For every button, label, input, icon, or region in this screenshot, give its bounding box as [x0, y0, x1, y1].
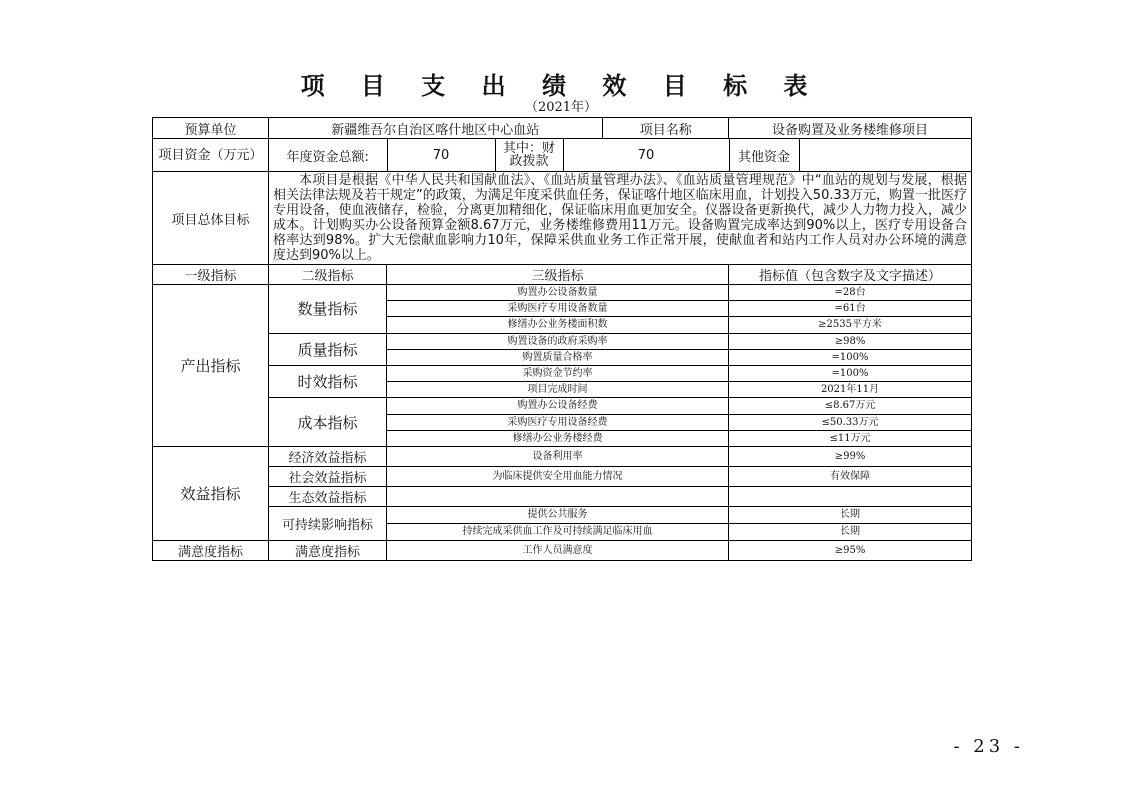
table-row — [153, 466, 972, 486]
indicator-name: 购置设备的政府采购率 — [387, 333, 729, 349]
satisfaction-indicator-label: 满意度指标 — [153, 540, 269, 560]
col-level3: 三级指标 — [387, 265, 729, 285]
time-indicator-label: 时效指标 — [269, 365, 387, 397]
quality-indicator-label: 质量指标 — [269, 333, 387, 365]
table-row — [153, 486, 972, 506]
economic-indicator-label: 经济效益指标 — [269, 446, 387, 466]
goal-text: 本项目是根据《中华人民共和国献血法》、《血站质量管理办法》、《血站质量管理规范》中“血站的规划与发展，根据相关法律法规及若干规定”的政策，为满足年度采供血任务，保证喀什地区临床用血，计划投入50.33万元，购置一批医疗专用设备，使血液储存，检验，分离更加精细化，保证临床用血更加安全。仪器设备更新换代，减少人力物力投入，减少成本。计划购买办公设备预算金额8.67万元，业务楼维修费用11万元。设备购置完成率达到90%以上，医疗专用设备合格率达到98%。扩大无偿献血影响力10年，保障采供血业务工作正常开展，使献血者和站内工作人员对办公环境的满意度达到90%以上。 — [269, 172, 972, 265]
indicator-value: ≥98% — [729, 333, 972, 349]
col-level1: 一级指标 — [153, 265, 269, 285]
year-subtitle: （2021年） — [524, 100, 598, 115]
satisfaction-sub-label: 满意度指标 — [269, 540, 387, 560]
output-indicator-label: 产出指标 — [153, 285, 269, 447]
page-title: 项 目 支 出 绩 效 目 标 表 — [300, 72, 822, 100]
table-row — [153, 285, 972, 301]
indicator-value: ≤50.33万元 — [729, 414, 972, 430]
budget-unit-value: 新疆维吾尔自治区喀什地区中心血站 — [269, 118, 602, 138]
indicator-name: 采购医疗专用设备数量 — [387, 301, 729, 317]
indicator-name: 项目完成时间 — [387, 382, 729, 398]
col-level2: 二级指标 — [269, 265, 387, 285]
project-name-value: 设备购置及业务楼维修项目 — [729, 118, 972, 139]
quantity-indicator-label: 数量指标 — [269, 285, 387, 334]
indicator-name: 修缮办公业务楼经费 — [387, 430, 729, 446]
fiscal-value: 70 — [563, 139, 729, 171]
indicator-name: 持续完成采供血工作及可持续满足临床用血 — [387, 523, 729, 540]
indicator-name: 购置办公设备数量 — [387, 285, 729, 301]
table-row — [153, 333, 972, 349]
page-number: - 23 - — [953, 736, 1024, 757]
indicator-value: =100% — [729, 365, 972, 381]
other-fund-label: 其他资金 — [729, 139, 799, 171]
annual-total-label: 年度资金总额: — [269, 139, 387, 171]
social-indicator-label: 社会效益指标 — [269, 466, 387, 486]
indicator-value: ≤11万元 — [729, 430, 972, 446]
indicator-value: =28台 — [729, 285, 972, 301]
indicator-value: ≤8.67万元 — [729, 398, 972, 414]
budget-unit-label: 预算单位 — [153, 118, 269, 139]
table-row — [153, 540, 972, 560]
col-value: 指标值（包含数字及文字描述） — [729, 265, 972, 285]
table-row — [153, 446, 972, 466]
table-row — [153, 172, 972, 265]
indicator-name: 采购医疗专用设备经费 — [387, 414, 729, 430]
other-fund-value — [799, 139, 972, 171]
indicator-name: 设备利用率 — [387, 446, 729, 466]
annual-total-value: 70 — [387, 139, 495, 171]
column-header-row — [153, 265, 972, 285]
indicator-value — [729, 486, 972, 506]
indicator-value: =61台 — [729, 301, 972, 317]
table-row — [153, 118, 972, 139]
table-row — [153, 139, 972, 172]
benefit-indicator-label: 效益指标 — [153, 446, 269, 540]
cost-indicator-label: 成本指标 — [269, 398, 387, 447]
eco-indicator-label: 生态效益指标 — [269, 486, 387, 506]
indicator-name: 工作人员满意度 — [387, 540, 729, 560]
performance-table — [152, 117, 972, 561]
indicator-name — [387, 486, 729, 506]
indicator-name: 购置质量合格率 — [387, 349, 729, 365]
indicator-name: 修缮办公业务楼面积数 — [387, 317, 729, 333]
indicator-name: 提供公共服务 — [387, 506, 729, 523]
indicator-value: ≥2535平方米 — [729, 317, 972, 333]
table-row — [153, 506, 972, 523]
indicator-value: ≥99% — [729, 446, 972, 466]
indicator-name: 采购资金节约率 — [387, 365, 729, 381]
sustain-indicator-label: 可持续影响指标 — [269, 506, 387, 540]
indicator-value: 长期 — [729, 506, 972, 523]
indicator-name: 为临床提供安全用血能力情况 — [387, 466, 729, 486]
indicator-value: ≥95% — [729, 540, 972, 560]
indicator-value: =100% — [729, 349, 972, 365]
table-row — [153, 398, 972, 414]
indicator-value: 有效保障 — [729, 466, 972, 486]
fund-label: 项目资金（万元） — [153, 139, 269, 172]
project-name-label: 项目名称 — [639, 122, 692, 138]
goal-label: 项目总体目标 — [153, 172, 269, 265]
indicator-value: 长期 — [729, 523, 972, 540]
fiscal-label: 其中：财政拨款 — [495, 139, 563, 171]
table-row — [153, 365, 972, 381]
indicator-value: 2021年11月 — [729, 382, 972, 398]
indicator-name: 购置办公设备经费 — [387, 398, 729, 414]
